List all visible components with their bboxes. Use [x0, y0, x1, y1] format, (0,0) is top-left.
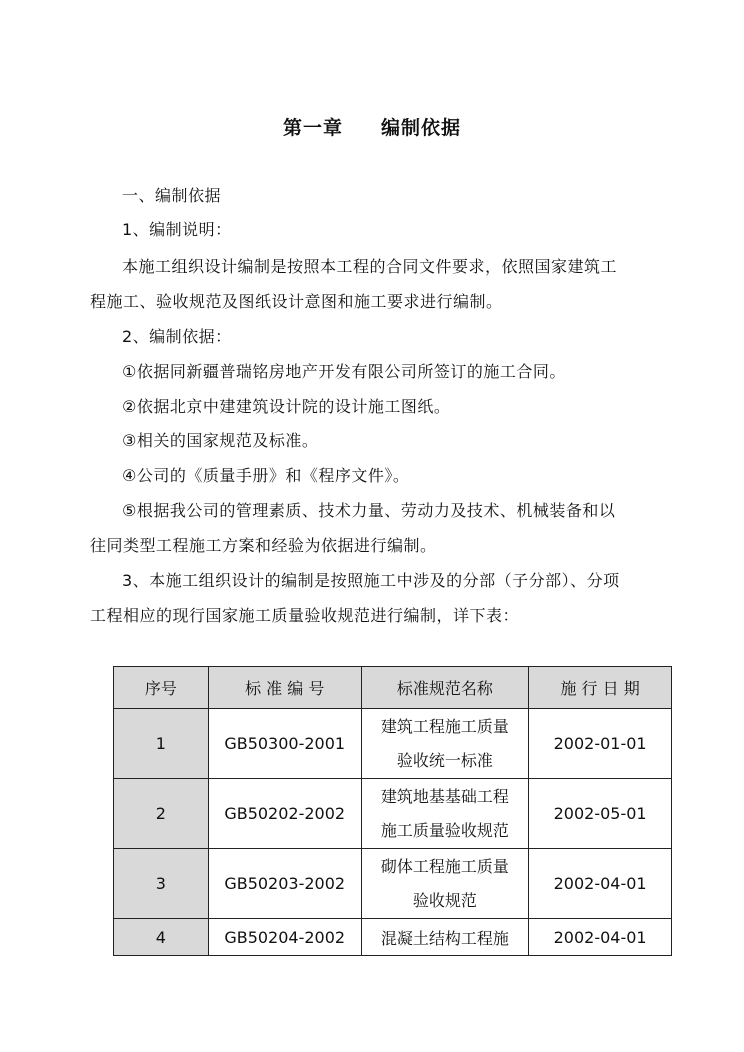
row-date: 2002-05-01	[529, 779, 672, 849]
row-name: 建筑工程施工质量 验收统一标准	[361, 709, 529, 779]
list-item: ①依据同新疆普瑞铭房地产开发有限公司所签订的施工合同。	[122, 362, 566, 381]
paragraph-line: 程施工、验收规范及图纸设计意图和施工要求进行编制。	[90, 292, 503, 311]
row-no: 2	[114, 779, 209, 849]
row-code: GB50202-2002	[208, 779, 361, 849]
row-name: 建筑地基基础工程 施工质量验收规范	[361, 779, 529, 849]
section-heading: 一、编制依据	[122, 186, 222, 205]
header-date: 施 行 日 期	[529, 667, 672, 709]
subsection-heading: 1、编制说明：	[122, 220, 232, 239]
header-code: 标 准 编 号	[208, 667, 361, 709]
paragraph-line: 本施工组织设计编制是按照本工程的合同文件要求，依照国家建筑工	[122, 257, 618, 276]
table-row	[114, 919, 672, 956]
row-no: 3	[114, 849, 209, 919]
row-code: GB50204-2002	[208, 919, 361, 956]
header-name: 标准规范名称	[361, 667, 529, 709]
table-row	[114, 849, 672, 919]
row-name: 混凝土结构工程施	[361, 919, 529, 956]
table-row	[114, 779, 672, 849]
row-name: 砌体工程施工质量 验收规范	[361, 849, 529, 919]
row-no: 1	[114, 709, 209, 779]
chapter-number: 第一章	[282, 117, 343, 139]
row-date: 2002-04-01	[529, 919, 672, 956]
row-date: 2002-01-01	[529, 709, 672, 779]
standards-table	[113, 666, 672, 956]
list-item: ⑤根据我公司的管理素质、技术力量、劳动力及技术、机械装备和以	[122, 501, 616, 520]
paragraph-line: 3、本施工组织设计的编制是按照施工中涉及的分部（子分部）、分项	[122, 571, 620, 590]
row-code: GB50300-2001	[208, 709, 361, 779]
chapter-name: 编制依据	[381, 117, 462, 139]
paragraph-line: 往同类型工程施工方案和经验为依据进行编制。	[90, 536, 437, 555]
row-no: 4	[114, 919, 209, 956]
header-no: 序号	[114, 667, 209, 709]
list-item: ④公司的《质量手册》和《程序文件》。	[122, 466, 410, 485]
chapter-title	[0, 113, 744, 140]
row-code: GB50203-2002	[208, 849, 361, 919]
row-date: 2002-04-01	[529, 849, 672, 919]
table-header-row	[114, 667, 672, 709]
table-row	[114, 709, 672, 779]
subsection-heading: 2、编制依据：	[122, 327, 232, 346]
list-item: ③相关的国家规范及标准。	[122, 431, 319, 450]
paragraph-line: 工程相应的现行国家施工质量验收规范进行编制，详下表：	[90, 606, 520, 625]
list-item: ②依据北京中建建筑设计院的设计施工图纸。	[122, 397, 451, 416]
